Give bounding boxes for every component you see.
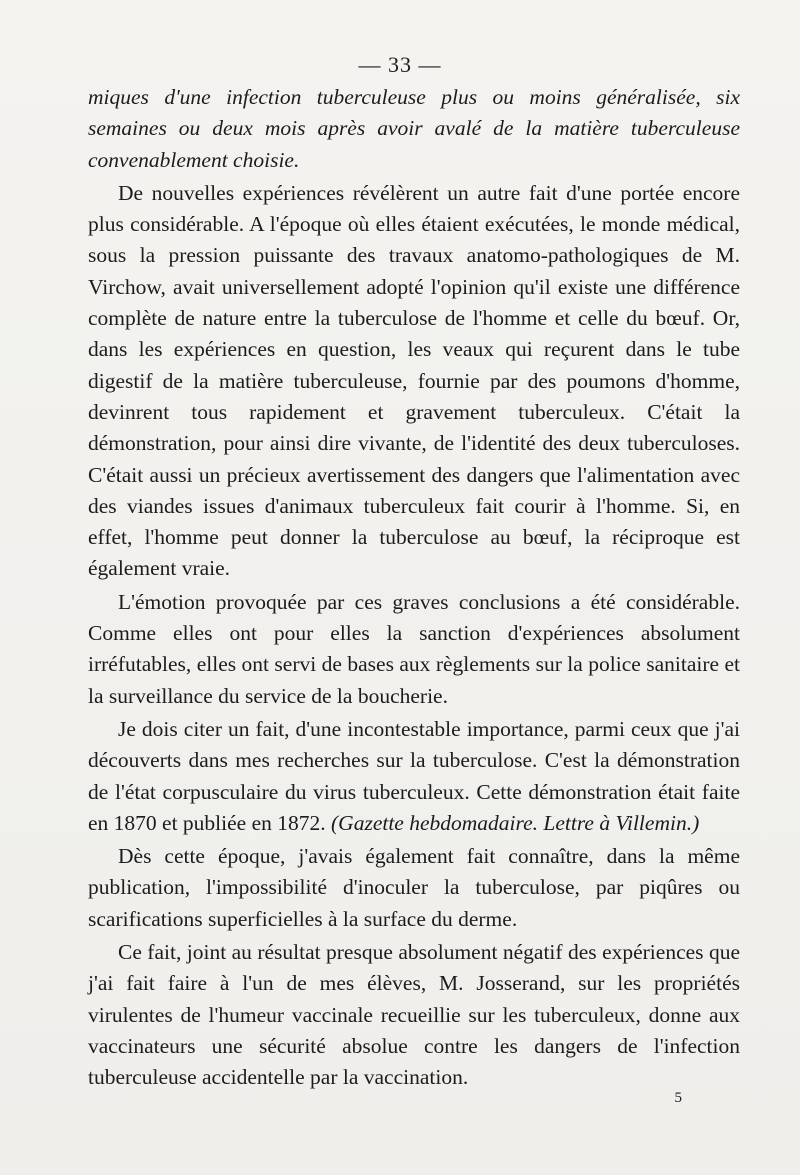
paragraph-continuation: miques d'une infection tuberculeuse plus ou moins généralisée, six semaines ou deux mois après avoir avalé de la matière tuberculeuse convenablement choisie. (88, 85, 740, 172)
paragraph-vaccination: Ce fait, joint au résultat presque absolument négatif des expériences que j'ai fait faire à l'un de mes élèves, M. Josserand, sur les propriétés virulentes de l'humeur vaccinale recueillie sur les tuberculeux, donne aux vaccinateurs une sécurité absolue contre les dangers de l'infection tuberculeuse accidentelle par la vaccination. (88, 940, 740, 1090)
signature-mark: 5 (674, 1090, 682, 1106)
paragraph-virus-text: Je dois citer un fait, d'une incontestable importance, parmi ceux que j'ai découverts dans mes recherches sur la tuberculose. C'est la démonstration de l'état corpusculaire du virus tuberculeux. Cette démonstration était faite en 1870 et publiée en 1872. (88, 716, 740, 835)
paragraph-inoculation: Dès cette époque, j'avais également fait connaître, dans la même publication, l'impossibilité d'inoculer la tuberculose, par piqûres ou scarifications superficielles à la surface du derme. (88, 844, 740, 931)
page-number: — 33 — (358, 52, 442, 77)
body-text (88, 82, 740, 1096)
paragraph-experiences: De nouvelles expériences révélèrent un autre fait d'une portée encore plus considérable. A l'époque où elles étaient exécutées, le monde médical, sous la pression puissante des travaux anatomo-pathologiques de M. Virchow, avait universellement adopté l'opinion qu'il existe une différence complète de nature entre la tuberculose de l'homme et celle du bœuf. Or, dans les expériences en question, les veaux qui reçurent dans le tube digestif de la matière tuberculeuse, fournie par des poumons d'homme, devinrent tous rapidement et gravement tuberculeux. C'était la démonstration, pour ainsi dire vivante, de l'identité des deux tuberculoses. C'était aussi un précieux avertissement des dangers que l'alimentation avec des viandes issues d'animaux tuberculeux fait courir à l'homme. Si, en effet, l'homme peut donner la tuberculose au bœuf, la réciproque est également vraie. (88, 180, 740, 581)
paragraph-emotion: L'émotion provoquée par ces graves conclusions a été considérable. Comme elles ont pour elles la sanction d'expériences absolument irréfutables, elles ont servi de bases aux règlements sur la police sanitaire et la surveillance du service de la boucherie. (88, 589, 740, 708)
citation-gazette: (Gazette hebdomadaire. Lettre à Villemin.) (325, 810, 700, 835)
paragraph-virus-corpusculaire (88, 714, 740, 839)
